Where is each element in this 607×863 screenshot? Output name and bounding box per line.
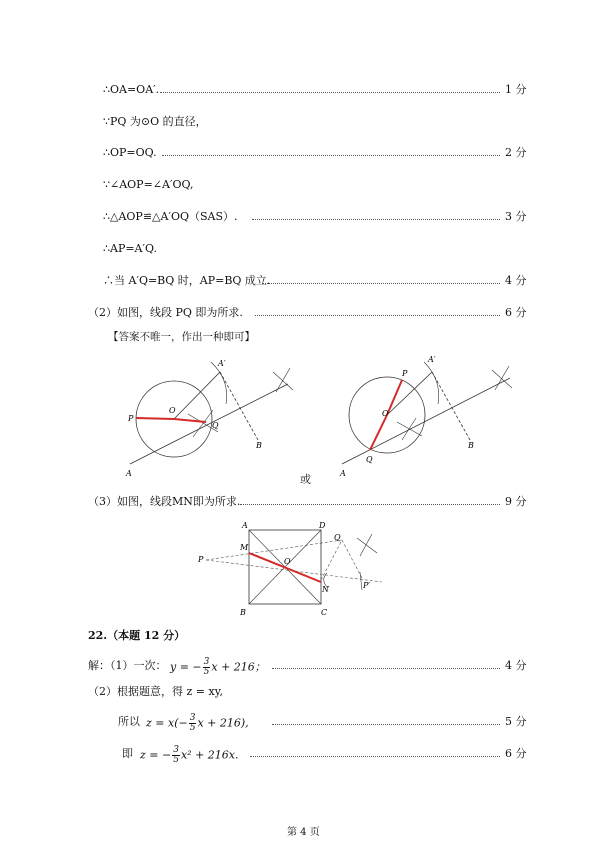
label-a-prime: A′ [218, 359, 226, 368]
figure-1 [118, 352, 308, 482]
figure-3 [192, 518, 402, 618]
sol2-line1-formula-render: z = x(− $\frac{3}{5}$ x + 216), [146, 713, 249, 733]
sol2-line2-prefix: 即 [122, 747, 133, 760]
dot-leader [255, 315, 500, 316]
or-label: 或 [300, 473, 311, 486]
label-p: P [198, 555, 204, 564]
proof-text: ∴AP=A′Q. [103, 242, 157, 255]
proof-text: ∴OA=OA′. [103, 83, 160, 96]
dot-leader [250, 756, 500, 757]
dot-leader [162, 155, 500, 156]
score-label: 3 分 [505, 210, 527, 223]
answer-note: 【答案不唯一，作出一种即可】 [108, 331, 255, 343]
proof-text: ∴△AOP≌△A′OQ（SAS）. [103, 210, 238, 223]
label-a: A [242, 521, 248, 530]
part2-text: （2）如图，线段 PQ 即为所求. [88, 306, 243, 319]
proof-line-2 [0, 114, 607, 130]
label-q: Q [212, 421, 219, 430]
label-o: O [169, 406, 176, 415]
score-label: 5 分 [505, 715, 527, 728]
proof-line-6 [0, 241, 607, 257]
part2-line [0, 305, 607, 321]
score-label: 1 分 [505, 83, 527, 96]
proof-text: ∴当 A′Q=BQ 时，AP=BQ 成立. [103, 274, 271, 287]
label-a-prime: A′ [428, 355, 436, 364]
label-o: O [382, 409, 389, 418]
label-q: Q [334, 533, 341, 542]
proof-line-5 [0, 209, 607, 225]
score-label: 9 分 [505, 495, 527, 508]
q22-heading: 22.（本题 12 分） [88, 629, 186, 642]
label-p: P [402, 369, 408, 378]
dot-leader [252, 219, 500, 220]
dot-leader [160, 92, 500, 93]
proof-line-4 [0, 177, 607, 193]
page-footer [0, 825, 607, 841]
proof-line-3 [0, 145, 607, 161]
dot-leader [272, 724, 500, 725]
q22-heading-line [0, 628, 607, 644]
label-p-prime: P′ [363, 581, 371, 590]
score-label: 6 分 [505, 747, 527, 760]
label-n: N [322, 585, 329, 594]
label-m: M [240, 543, 249, 552]
label-p: P [128, 414, 134, 423]
sol2-line2-formula-render: z = − $\frac{3}{5}$ x² + 216x. [140, 745, 239, 765]
score-label: 2 分 [505, 146, 527, 159]
page-number: 第 4 页 [287, 827, 320, 838]
sol2-line1-prefix: 所以 [118, 715, 140, 728]
proof-text: ∵PQ 为⊙O 的直径， [103, 115, 207, 128]
dot-leader [262, 283, 500, 284]
score-label: 6 分 [505, 306, 527, 319]
label-b: B [256, 441, 262, 450]
dot-leader [272, 668, 500, 669]
label-a: A [340, 469, 346, 478]
label-d: D [319, 521, 326, 530]
proof-text: ∵∠AOP=∠A′OQ, [103, 178, 194, 191]
label-o: O [284, 557, 291, 566]
score-label: 4 分 [505, 659, 527, 672]
sol1-prefix: 解：（1）一次： [88, 659, 167, 672]
q22-sol2-line2 [0, 744, 607, 764]
proof-text: ∴OP=OQ. [103, 146, 157, 159]
score-label: 4 分 [505, 274, 527, 287]
part3-text: （3）如图，线段MN即为所求. [88, 495, 241, 508]
sol1-formula-render: y = − $\frac{3}{5}$ x + 216； [170, 657, 266, 677]
label-q: Q [366, 455, 373, 464]
label-c: C [321, 608, 328, 617]
q22-sol2-line1 [0, 712, 607, 732]
proof-line-1 [0, 82, 607, 98]
proof-line-7 [0, 273, 607, 289]
part2-note-line [0, 329, 607, 345]
sol2-intro: （2）根据题意，得 z = xy, [88, 685, 223, 698]
label-a: A [126, 469, 132, 478]
q22-sol1-line [0, 656, 607, 676]
part3-line [0, 494, 607, 510]
label-b: B [468, 441, 474, 450]
figure-2 [332, 352, 532, 482]
q22-sol2-intro-line [0, 684, 607, 700]
label-b: B [240, 608, 246, 617]
dot-leader [240, 504, 500, 505]
